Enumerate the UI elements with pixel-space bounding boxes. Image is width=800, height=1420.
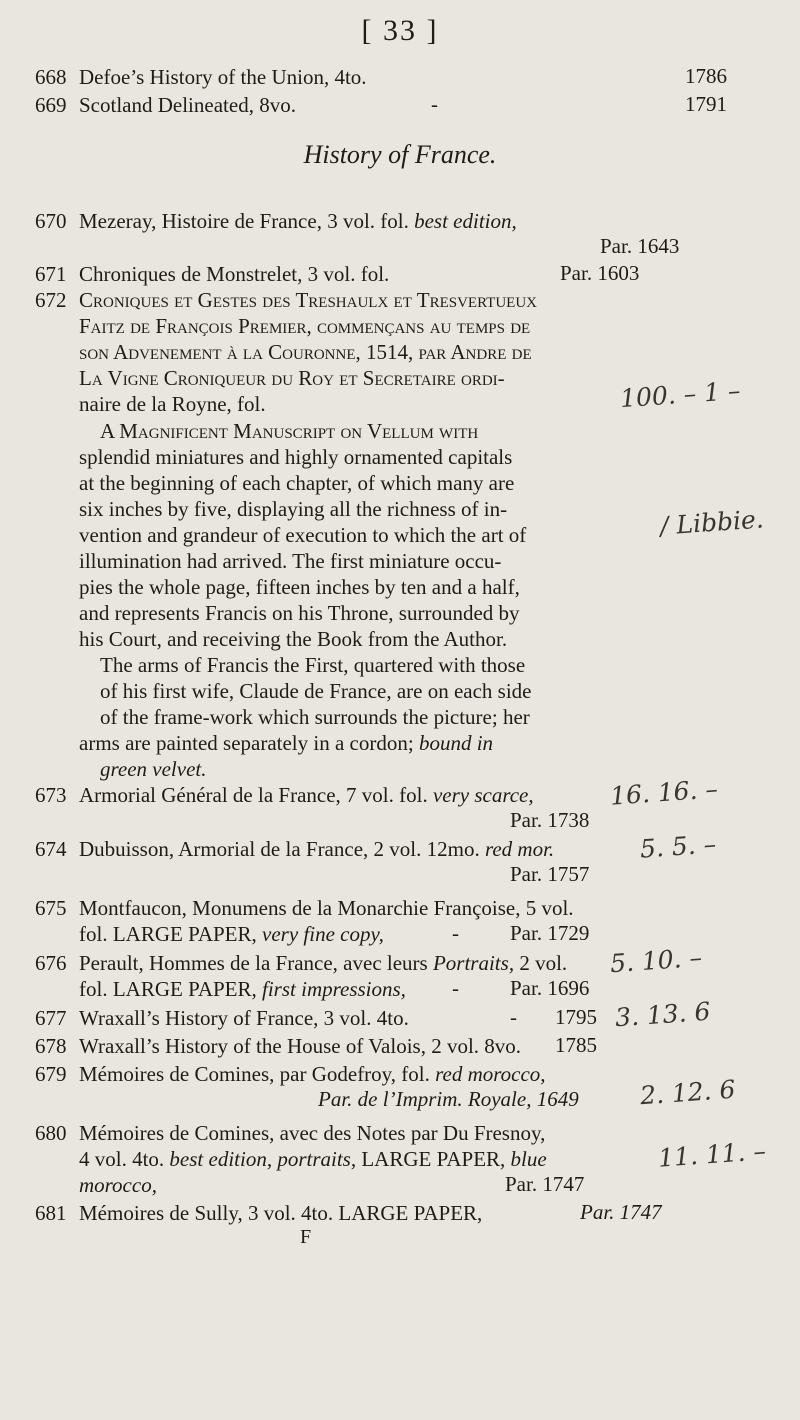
entry-672-desc: six inches by five, displaying all the richness of in- (79, 497, 508, 521)
dash: - (431, 92, 438, 116)
handwritten-price-674: 5. 5. – (639, 829, 718, 864)
entry-679: 679 Mémoires de Comines, par Godefroy, fol. red morocco, (35, 1062, 546, 1086)
entry-676: 676 Perault, Hommes de la France, avec leurs Portraits, 2 vol. (35, 951, 568, 975)
entry-680: 680 Mémoires de Comines, avec des Notes par Du Fresnoy, (35, 1121, 546, 1145)
entry-672-line: La Vigne Croniqueur du Roy et Secretaire ordi- (79, 366, 505, 390)
entry-675-date: Par. 1729 (510, 921, 590, 945)
handwritten-price-672: 100. – 1 – (619, 375, 742, 414)
entry-674: 674 Dubuisson, Armorial de la France, 2 vol. 12mo. red mor. (35, 837, 555, 861)
entry-672-desc: arms are painted separately in a cordon; bound in (79, 731, 494, 755)
entry-672-line: Faitz de François Premier, commençans au temps de (79, 314, 531, 338)
handwritten-price-680: 11. 11. – (657, 1136, 767, 1173)
entry-672-desc: The arms of Francis the First, quartered with those (100, 653, 526, 677)
dash: - (510, 1005, 517, 1029)
entry-681-date: Par. 1747 (580, 1200, 662, 1224)
entry-676-date: Par. 1696 (510, 976, 590, 1000)
handwritten-price-676: 5. 10. – (609, 942, 703, 979)
entry-673: 673 Armorial Général de la France, 7 vol. fol. very scarce, (35, 783, 534, 807)
signature-mark: F (300, 1226, 312, 1248)
entry-677-date: 1795 (555, 1005, 597, 1029)
entry-672-line: son Advenement à la Couronne, 1514, par Andre de (79, 340, 532, 364)
entry-672: 672 Croniques et Gestes des Treshaulx et Tresvertueux (35, 288, 537, 312)
handwritten-price-679: 2. 12. 6 (639, 1074, 737, 1111)
entry-670: 670 Mezeray, Histoire de France, 3 vol. fol. best edition, (35, 209, 517, 233)
entry-677: 677 Wraxall’s History of France, 3 vol. 4to. (35, 1006, 409, 1030)
handwritten-price-677: 3. 13. 6 (614, 996, 712, 1033)
entry-678-date: 1785 (555, 1033, 597, 1057)
entry-672-desc: illumination had arrived. The first miniature occu- (79, 549, 502, 573)
dash: - (452, 976, 459, 1000)
entry-672-desc: splendid miniatures and highly ornamented capitals (79, 445, 513, 469)
entry-672-desc: of his first wife, Claude de France, are on each side (100, 679, 532, 703)
entry-672-desc: of the frame-work which surrounds the picture; her (100, 705, 530, 729)
entry-674-date: Par. 1757 (510, 862, 590, 886)
entry-676-cont: fol. LARGE PAPER, first impressions, (79, 977, 406, 1001)
entry-678: 678 Wraxall’s History of the House of Valois, 2 vol. 8vo. (35, 1034, 522, 1058)
entry-679-date: Par. de l’Imprim. Royale, 1649 (318, 1087, 579, 1111)
entry-672-desc: his Court, and receiving the Book from the Author. (79, 627, 508, 651)
entry-669: 669 Scotland Delineated, 8vo. (35, 93, 296, 117)
handwritten-buyer-672: / Libbie. (659, 504, 765, 541)
entry-668-date: 1786 (685, 64, 727, 88)
entry-672-desc: pies the whole page, fifteen inches by ten and a half, (79, 575, 520, 599)
entry-681: 681 Mémoires de Sully, 3 vol. 4to. LARGE PAPER, (35, 1201, 483, 1225)
entry-672-desc: A Magnificent Manuscript on Vellum with (100, 419, 479, 443)
entry-675-cont: fol. LARGE PAPER, very fine copy, (79, 922, 384, 946)
entry-671: 671 Chroniques de Monstrelet, 3 vol. fol. (35, 262, 390, 286)
entry-672-line: naire de la Royne, fol. (79, 392, 266, 416)
entry-669-date: 1791 (685, 92, 727, 116)
entry-673-date: Par. 1738 (510, 808, 590, 832)
entry-672-desc: vention and grandeur of execution to which the art of (79, 523, 527, 547)
entry-680-cont: 4 vol. 4to. best edition, portraits, LARGE PAPER, blue (79, 1147, 547, 1171)
entry-680-date: Par. 1747 (505, 1172, 585, 1196)
dash: - (452, 921, 459, 945)
entry-671-date: Par. 1603 (560, 261, 640, 285)
handwritten-price-673: 16. 16. – (609, 774, 719, 811)
entry-680-cont: morocco, (79, 1173, 157, 1197)
page-number: [ 33 ] (361, 14, 439, 47)
entry-672-desc: at the beginning of each chapter, of which many are (79, 471, 515, 495)
section-heading: History of France. (303, 140, 497, 169)
entry-668: 668 Defoe’s History of the Union, 4to. (35, 65, 367, 89)
entry-675: 675 Montfaucon, Monumens de la Monarchie Françoise, 5 vol. (35, 896, 574, 920)
entry-670-date: Par. 1643 (600, 234, 680, 258)
entry-672-desc: and represents Francis on his Throne, surrounded by (79, 601, 520, 625)
entry-672-desc: green velvet. (100, 757, 207, 781)
